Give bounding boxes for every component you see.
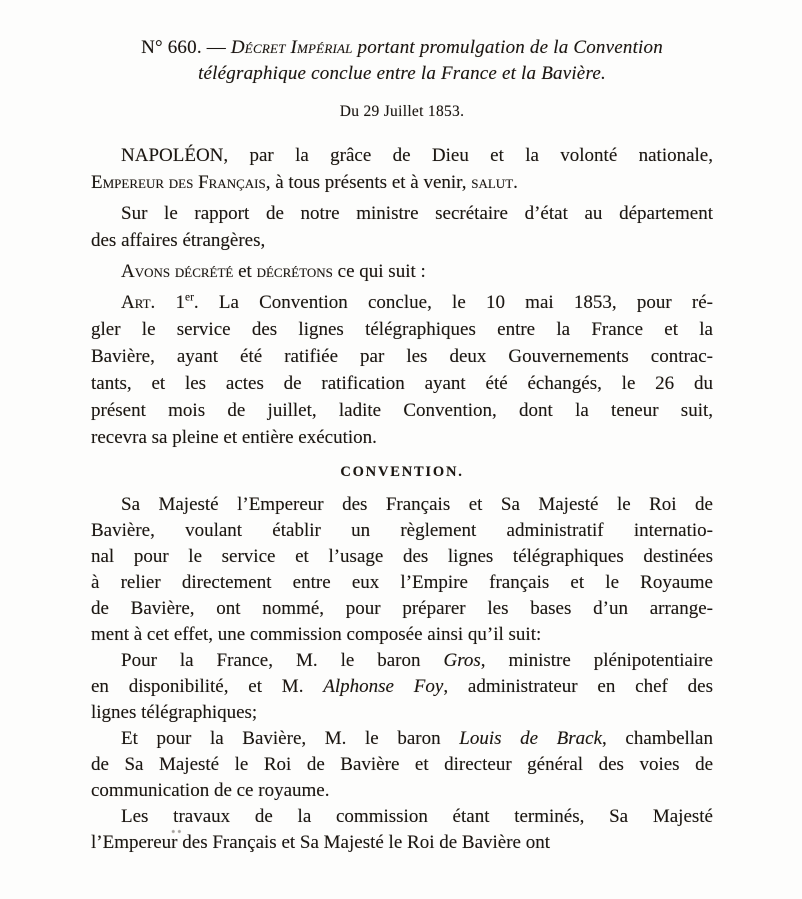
text-segment: portant promulgation de la Convention — [352, 37, 663, 58]
convention-body — [91, 492, 713, 856]
text-segment: à relier directement entre eux l’Empire français et le Royaume — [91, 572, 713, 593]
text-segment: , ministre plénipotentiaire — [480, 650, 713, 671]
text-segment: des affaires étrangères, — [91, 230, 266, 251]
text-line — [91, 200, 713, 227]
text-line — [91, 648, 713, 674]
text-segment: de Sa Majesté le Roi de Bavière et directeur général des voies de — [91, 754, 713, 775]
text-segment: Décret Impérial — [230, 37, 353, 58]
ink-smudge-artifact — [170, 829, 183, 834]
text-segment: et — [233, 261, 257, 282]
text-segment: Empereur des Français — [91, 172, 266, 193]
text-segment: , à tous présents et à venir, — [265, 172, 472, 193]
text-segment: recevra sa pleine et entière exécution. — [91, 427, 377, 448]
text-segment: de Bavière, ont nommé, pour préparer les bases d’un arrange- — [91, 598, 713, 619]
text-segment: gler le service des lignes télégraphiques entre la France et la — [91, 319, 713, 340]
text-line — [91, 752, 713, 778]
decree-dateline: Du 29 Juillet 1853. — [339, 103, 465, 120]
text-segment: . — [513, 172, 518, 193]
text-line — [91, 570, 713, 596]
text-segment: Alphonse Foy — [323, 676, 444, 697]
decree-title — [91, 35, 713, 87]
text-segment: , administrateur en chef des — [443, 676, 713, 697]
text-line — [91, 674, 713, 700]
text-segment: Pour la France, M. le baron — [121, 650, 444, 671]
paragraph — [91, 142, 713, 196]
text-line — [91, 397, 713, 424]
text-line — [91, 596, 713, 622]
text-line — [91, 726, 713, 752]
text-line — [91, 424, 713, 451]
paragraph — [91, 289, 713, 451]
text-segment: l’Empereur des Français et Sa Majesté le Roi de Bavière ont — [91, 832, 551, 853]
text-block — [91, 0, 713, 856]
text-segment: nal pour le service et l’usage des lignes télégraphiques destinées — [91, 546, 713, 567]
text-line — [91, 258, 713, 285]
text-segment: er — [185, 291, 194, 304]
text-segment: NAPOLÉON, par la grâce de Dieu et la volonté nationale, — [121, 145, 713, 166]
text-line — [91, 492, 713, 518]
text-segment: Bavière, ayant été ratifiée par les deux Gouvernements contrac- — [91, 346, 713, 367]
text-segment: Les travaux de la commission étant terminés, Sa Majesté — [121, 806, 713, 827]
text-segment: ment à cet effet, une commission composée ainsi qu’il suit: — [91, 624, 542, 645]
text-segment: communication de ce royaume. — [91, 780, 330, 801]
text-segment: tants, et les actes de ratification ayant été échangés, le 26 du — [91, 373, 713, 394]
text-segment: télégraphique conclue entre la France et la Bavière. — [198, 63, 606, 84]
text-segment: décrétons — [256, 261, 333, 282]
text-segment: lignes télégraphiques; — [91, 702, 258, 723]
text-line — [91, 622, 713, 648]
text-line — [91, 544, 713, 570]
text-segment: 1 — [155, 292, 186, 313]
text-line — [91, 778, 713, 804]
paragraph — [91, 726, 713, 804]
text-line — [91, 289, 713, 316]
decree-body — [91, 142, 713, 451]
paragraph — [91, 492, 713, 648]
text-line — [91, 343, 713, 370]
text-line — [91, 316, 713, 343]
text-line — [91, 370, 713, 397]
text-line — [91, 518, 713, 544]
text-segment: Bavière, voulant établir un règlement administratif internatio- — [91, 520, 713, 541]
text-line — [91, 700, 713, 726]
text-segment: présent mois de juillet, ladite Convention, dont la teneur suit, — [91, 400, 713, 421]
text-segment: Sa Majesté l’Empereur des Français et Sa Majesté le Roi de — [121, 494, 713, 515]
text-line — [91, 169, 713, 196]
text-line — [91, 804, 713, 830]
text-segment: ce qui suit : — [332, 261, 426, 282]
text-segment: Avons décrété — [121, 261, 234, 282]
text-segment: Et pour la Bavière, M. le baron — [121, 728, 460, 749]
paragraph — [91, 804, 713, 856]
text-segment: , chambellan — [602, 728, 713, 749]
text-segment: Sur le rapport de notre ministre secrétaire d’état au département — [121, 203, 713, 224]
decree-title-line2 — [91, 61, 713, 87]
convention-heading: CONVENTION. — [340, 464, 464, 480]
text-segment: Art. — [121, 292, 156, 313]
text-segment: Louis de Brack — [459, 728, 603, 749]
paragraph — [91, 258, 713, 285]
paragraph — [91, 648, 713, 726]
decree-title-line1 — [91, 35, 713, 61]
text-segment: N° 660. — — [141, 37, 231, 58]
text-segment: salut — [471, 172, 514, 193]
text-segment: en disponibilité, et M. — [91, 676, 324, 697]
text-segment: Gros — [443, 650, 481, 671]
text-line — [91, 142, 713, 169]
text-line — [91, 830, 713, 856]
text-segment: . La Convention conclue, le 10 mai 1853, pour ré- — [193, 292, 713, 313]
paragraph — [91, 200, 713, 254]
text-line — [91, 227, 713, 254]
